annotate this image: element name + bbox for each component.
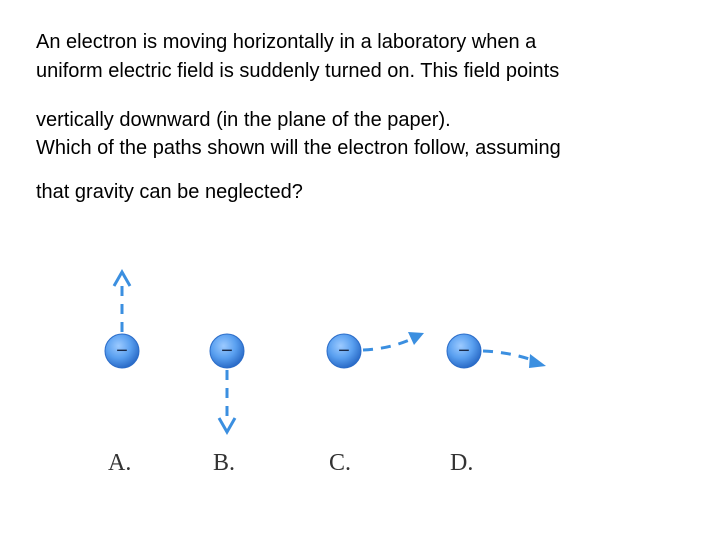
option-a-label: A.	[108, 450, 132, 476]
electron-a-symbol: −	[116, 340, 128, 362]
question-line-4: Which of the paths shown will the electron follow, assuming	[36, 137, 561, 159]
question-line-3: vertically downward (in the plane of the paper).	[36, 109, 451, 131]
electron-c-symbol: −	[338, 340, 350, 362]
option-c-figure	[327, 332, 424, 476]
option-d-label: D.	[450, 450, 474, 476]
option-d-figure	[447, 334, 546, 476]
option-b-label: B.	[213, 450, 236, 476]
question-line-5: that gravity can be neglected?	[36, 181, 303, 203]
option-a-figure	[105, 272, 139, 476]
question-line-1: An electron is moving horizontally in a laboratory when a	[36, 31, 537, 53]
electron-d-symbol: −	[458, 340, 470, 362]
option-b-figure	[210, 334, 244, 476]
path-c-arrow-shaft	[363, 338, 414, 350]
option-c-label: C.	[329, 450, 352, 476]
path-a-arrowhead	[114, 272, 130, 286]
path-d-arrowhead	[529, 354, 546, 368]
path-c-arrowhead	[408, 332, 424, 345]
path-d-arrow-shaft	[483, 351, 535, 361]
question-line-2: uniform electric field is suddenly turned on. This field points	[36, 60, 560, 82]
electron-b-symbol: −	[221, 340, 233, 362]
path-b-arrowhead	[219, 418, 235, 432]
